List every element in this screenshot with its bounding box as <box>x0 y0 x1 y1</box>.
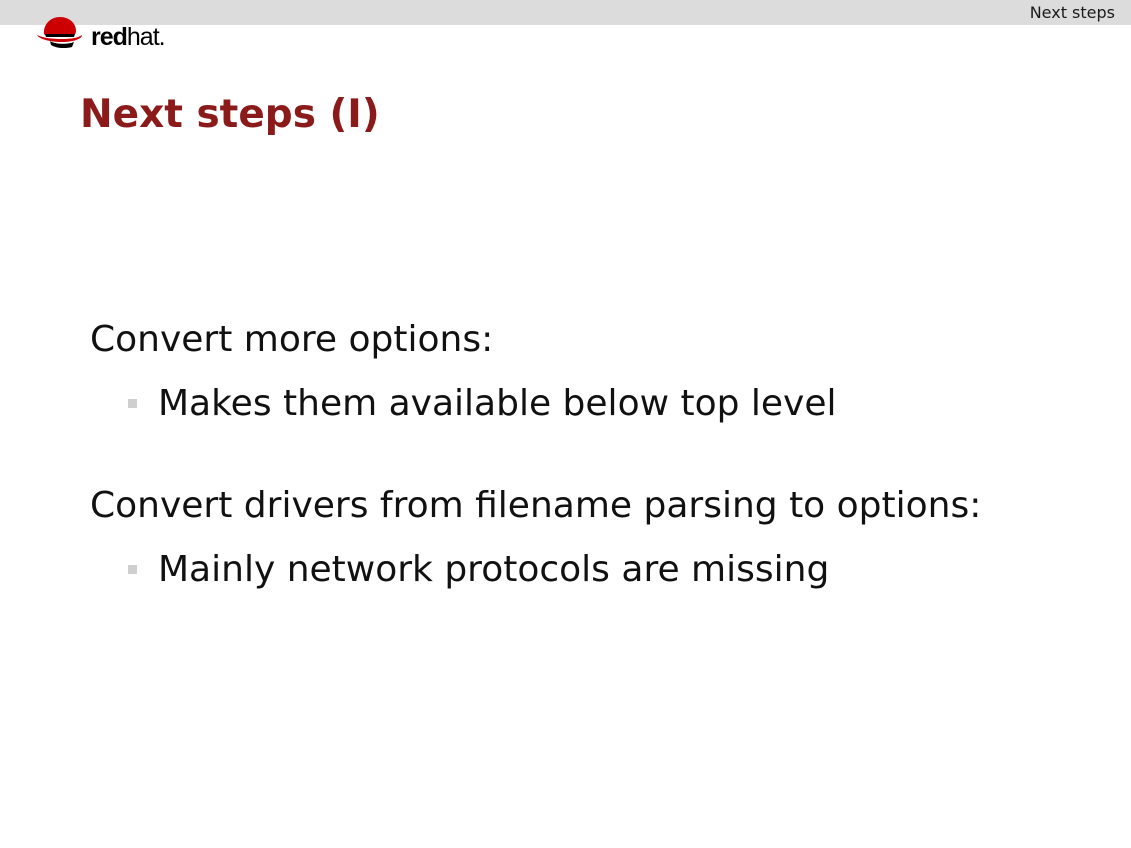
redhat-logo <box>36 14 186 50</box>
sub-item <box>90 545 1090 595</box>
point-item <box>90 481 1090 595</box>
section-label: Next steps <box>1029 3 1115 22</box>
redhat-shadowman-icon <box>36 14 84 50</box>
logo-wordmark <box>91 24 165 50</box>
logo-text-red: red <box>91 23 127 51</box>
sub-list <box>90 379 1090 429</box>
slide-title: Next steps (I) <box>80 92 380 137</box>
sub-item-text: Makes them available below top level <box>158 383 837 424</box>
logo-text-hat: hat. <box>126 23 165 51</box>
slide-content <box>90 315 1090 595</box>
square-bullet-icon <box>128 399 137 408</box>
point-heading: Convert more options: <box>90 319 494 360</box>
sub-item <box>90 379 1090 429</box>
sub-list <box>90 545 1090 595</box>
point-heading: Convert drivers from filename parsing to options: <box>90 485 982 526</box>
point-item <box>90 315 1090 429</box>
sub-item-text: Mainly network protocols are missing <box>158 549 830 590</box>
square-bullet-icon <box>128 565 137 574</box>
